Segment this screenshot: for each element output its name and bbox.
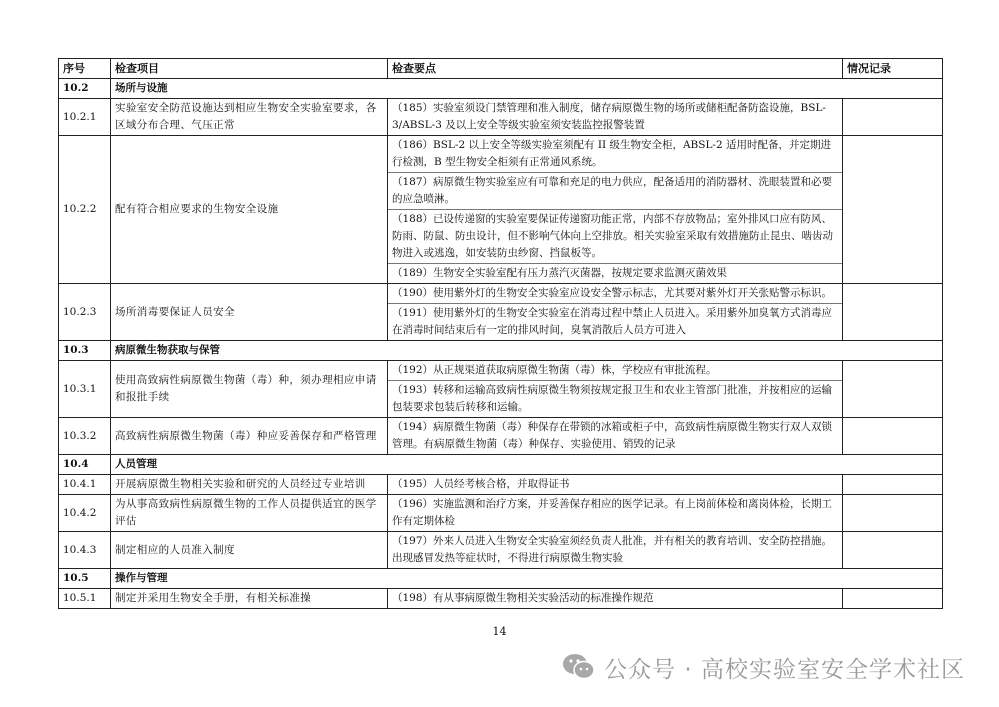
record-cell[interactable] [843, 532, 943, 569]
table-row [59, 589, 943, 609]
check-points [388, 495, 843, 532]
check-point: （196）实施监测和治疗方案，并妥善保存相应的医学记录。有上岗前体检和离岗体检，长期工作有定期体检 [392, 498, 833, 527]
table-body [59, 79, 943, 609]
table-header-row [59, 59, 943, 79]
section-id: 10.3 [59, 341, 111, 361]
check-item: 为从事高致病性病原微生物的工作人员提供适宜的医学评估 [111, 495, 388, 532]
check-item: 制定相应的人员准入制度 [111, 532, 388, 569]
section-title: 操作与管理 [111, 569, 943, 589]
check-item: 实验室安全防范设施达到相应生物安全实验室要求，各区域分布合理、气压正常 [111, 99, 388, 136]
check-point: （187）病原微生物实验室应有可靠和充足的电力供应，配备适用的消防器材、洗眼装置和必要的应急喷淋。 [388, 173, 842, 210]
check-point: （197）外来人员进入生物安全实验室须经负责人批准，并有相关的教育培训、安全防控措施。出现感冒发热等症状时，不得进行病原微生物实验 [392, 535, 833, 564]
table-row [59, 475, 943, 495]
section-id: 10.5 [59, 569, 111, 589]
check-points [388, 99, 843, 136]
section-row [59, 455, 943, 475]
row-id: 10.4.2 [59, 495, 111, 532]
table-row [59, 361, 943, 418]
row-id: 10.2.3 [59, 284, 111, 341]
check-point: （185）实验室须设门禁管理和准入制度，储存病原微生物的场所或储柜配备防盗设施，BSL-3/ABSL-3 及以上安全等级实验室须安装监控报警装置 [392, 102, 826, 131]
check-point: （191）使用紫外灯的生物安全实验室在消毒过程中禁止人员进入。采用紫外加臭氧方式消毒应在消毒时间结束后有一定的排风时间，臭氧消散后人员方可进入 [392, 307, 833, 336]
check-item: 使用高致病性病原微生物菌（毒）种，须办理相应申请和报批手续 [111, 361, 388, 418]
section-title: 人员管理 [111, 455, 943, 475]
row-id: 10.4.3 [59, 532, 111, 569]
check-points [388, 532, 843, 569]
check-point: （190）使用紫外灯的生物安全实验室应设安全警示标志，尤其要对紫外灯开关张贴警示标识。 [388, 284, 842, 304]
page-number: 14 [492, 625, 507, 638]
row-id: 10.3.1 [59, 361, 111, 418]
table-row [59, 99, 943, 136]
section-row [59, 79, 943, 99]
check-item: 场所消毒要保证人员安全 [111, 284, 388, 341]
check-point: （194）病原微生物菌（毒）种保存在带锁的冰箱或柜子中，高致病性病原微生物实行双人双锁管理。有病原微生物菌（毒）种保存、实验使用、销毁的记录 [392, 421, 833, 450]
row-id: 10.5.1 [59, 589, 111, 609]
check-points [388, 418, 843, 455]
record-cell[interactable] [843, 475, 943, 495]
check-point: （195）人员经考核合格，并取得证书 [392, 478, 570, 490]
table-row [59, 284, 943, 341]
check-item: 高致病性病原微生物菌（毒）种应妥善保存和严格管理 [111, 418, 388, 455]
header-item: 检查项目 [111, 59, 388, 79]
section-id: 10.2 [59, 79, 111, 99]
watermark [562, 652, 965, 682]
wechat-icon [562, 652, 596, 682]
record-cell[interactable] [843, 136, 943, 284]
check-item: 制定并采用生物安全手册，有相关标准操 [111, 589, 388, 609]
check-point: （193）转移和运输高致病性病原微生物须按规定报卫生和农业主管部门批准，并按相应的运输包装要求包装后转移和运输。 [392, 384, 833, 413]
check-points [388, 136, 843, 284]
record-cell[interactable] [843, 99, 943, 136]
section-id: 10.4 [59, 455, 111, 475]
record-cell[interactable] [843, 418, 943, 455]
check-item: 开展病原微生物相关实验和研究的人员经过专业培训 [111, 475, 388, 495]
table-row [59, 495, 943, 532]
check-item: 配有符合相应要求的生物安全设施 [111, 136, 388, 284]
check-points [388, 361, 843, 418]
check-point: （198）有从事病原微生物相关实验活动的标准操作规范 [392, 592, 654, 604]
check-point: （188）已设传递窗的实验室要保证传递窗功能正常，内部不存放物品；室外排风口应有防风、防雨、防鼠、防虫设计，但不影响气体向上空排放。相关实验室采取有效措施防止昆虫、啮齿动物进入或逃逸，如安装防虫纱窗、挡鼠板等。 [388, 210, 842, 264]
header-seq: 序号 [59, 59, 111, 79]
inspection-table [58, 58, 943, 609]
table-row [59, 532, 943, 569]
row-id: 10.3.2 [59, 418, 111, 455]
header-record: 情况记录 [843, 59, 943, 79]
check-point: （186）BSL-2 以上安全等级实验室须配有 II 级生物安全柜，ABSL-2 适用时配备，并定期进行检测，B 型生物安全柜须有正常通风系统。 [388, 136, 842, 173]
record-cell[interactable] [843, 589, 943, 609]
record-cell[interactable] [843, 361, 943, 418]
watermark-text: 公众号 · 高校实验室安全学术社区 [604, 656, 965, 683]
section-row [59, 341, 943, 361]
check-points [388, 475, 843, 495]
check-points [388, 589, 843, 609]
record-cell[interactable] [843, 495, 943, 532]
row-id: 10.4.1 [59, 475, 111, 495]
table-row [59, 136, 943, 284]
header-points: 检查要点 [388, 59, 843, 79]
check-point: （189）生物安全实验室配有压力蒸汽灭菌器，按规定要求监测灭菌效果 [392, 267, 728, 279]
section-title: 病原微生物获取与保管 [111, 341, 943, 361]
row-id: 10.2.2 [59, 136, 111, 284]
table-row [59, 418, 943, 455]
check-point: （192）从正规渠道获取病原微生物菌（毒）株，学校应有审批流程。 [388, 361, 842, 381]
check-points [388, 284, 843, 341]
record-cell[interactable] [843, 284, 943, 341]
section-title: 场所与设施 [111, 79, 943, 99]
section-row [59, 569, 943, 589]
row-id: 10.2.1 [59, 99, 111, 136]
